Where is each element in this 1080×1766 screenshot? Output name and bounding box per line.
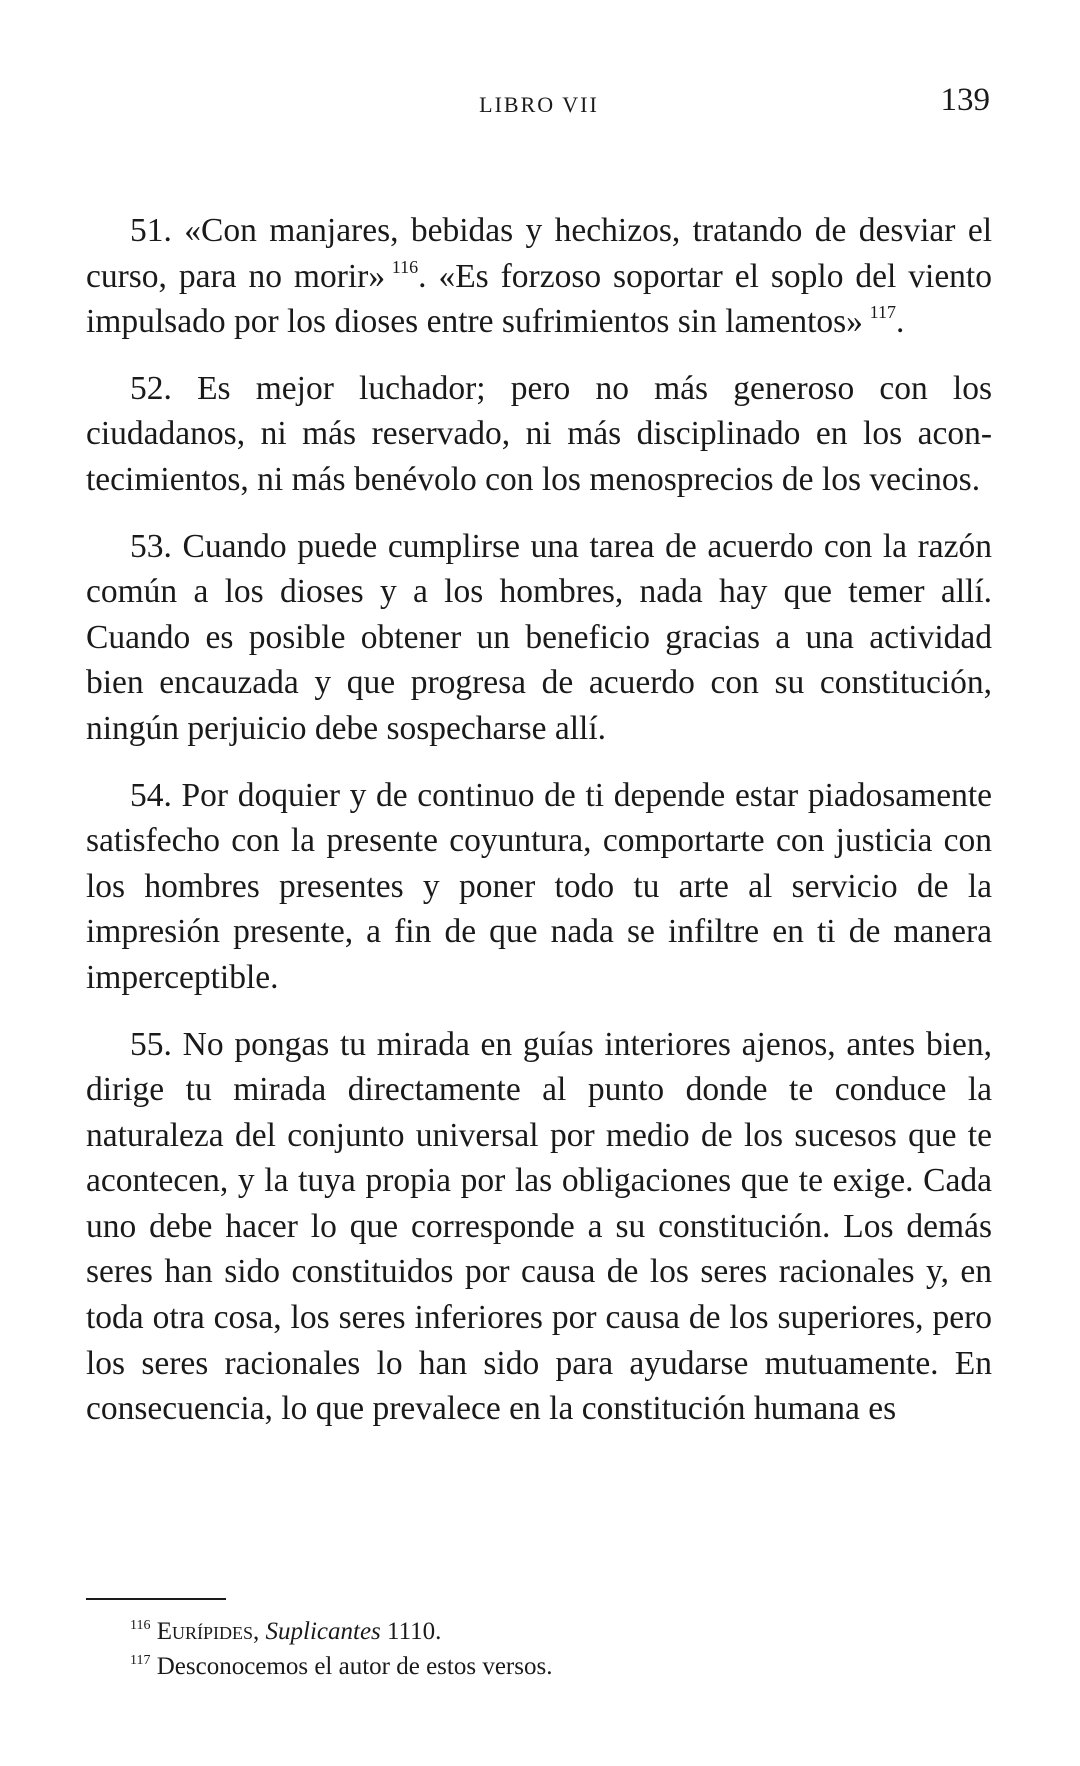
paragraph-number: 55.	[130, 1025, 172, 1063]
footnote-ref-117: 117	[869, 302, 896, 323]
paragraph-text: «Con manjares, bebidas y hechizos, tratando de desviar el curso, para no morir»	[86, 212, 992, 295]
footnote-117	[86, 1649, 992, 1684]
footnote-author: Eurípides	[156, 1618, 254, 1645]
footnote-116	[86, 1614, 992, 1649]
footnote-separator	[86, 1598, 226, 1600]
footnote-number: 116	[130, 1618, 151, 1633]
paragraph-number: 53.	[130, 527, 172, 565]
paragraph-54	[86, 773, 992, 1001]
footnote-reference: 1110.	[380, 1618, 442, 1645]
footnote-separator-text: ,	[253, 1618, 266, 1645]
paragraph-text: Por doquier y de continuo de ti depende estar piadosamente satisfecho con la presente coyuntura, comportarte con justicia con los hombres presentes y poner todo tu arte al servicio de la impresión presente, a fin de que nada se infiltre en ti de manera imperceptible.	[86, 776, 993, 996]
footnote-number: 117	[130, 1653, 151, 1668]
footnotes	[86, 1614, 992, 1684]
paragraph-55	[86, 1022, 992, 1432]
page-number: 139	[940, 82, 990, 118]
paragraph-text: . «Es forzoso soportar el soplo del viento impulsado por los dioses entre sufrimientos sin lamentos»	[86, 257, 992, 341]
paragraph-52	[86, 366, 992, 503]
paragraph-text: No pongas tu mirada en guías interiores ajenos, antes bien, dirige tu mirada directamente al punto donde te conduce la naturaleza del conjunto universal por medio de los sucesos que te acontecen, y la tuya propia por las obligaciones que te exige. Cada uno debe hacer lo que corresponde a su constitución. Los demás seres han sido constituidos por causa de los seres racionales y, en toda otra cosa, los seres inferiores por causa de los superiores, pero los seres racionales lo han sido para ayudarse mutuamente. En consecuencia, lo que prevalece en la constitución humana es	[86, 1025, 992, 1428]
paragraph-text: Cuando puede cumplirse una tarea de acuerdo con la razón común a los dioses y a los hombres, nada hay que temer allí. Cuando es posible obtener un beneficio gracias a una actividad bien encauzada y que progresa de acuerdo con su constitución, ningún perjuicio debe sospecharse allí.	[86, 527, 993, 747]
paragraph-text: Es mejor luchador; pero no más generoso con los ciudadanos, ni más reservado, ni más disciplinado en los acontecimientos, ni más benévolo con los menosprecios de los vecinos.	[86, 369, 993, 498]
paragraph-51	[86, 208, 992, 345]
paragraph-text: .	[896, 303, 905, 341]
main-text	[86, 208, 992, 1453]
paragraph-53	[86, 524, 992, 752]
footnote-text: Desconocemos el autor de estos versos.	[156, 1653, 553, 1680]
running-title: LIBRO VII	[479, 92, 599, 117]
paragraph-number: 51.	[130, 212, 172, 249]
running-head	[86, 82, 992, 122]
paragraph-number: 54.	[130, 776, 172, 814]
footnote-work-title: Suplicantes	[265, 1618, 381, 1645]
paragraph-number: 52.	[130, 369, 172, 407]
footnote-ref-116: 116	[391, 256, 419, 277]
